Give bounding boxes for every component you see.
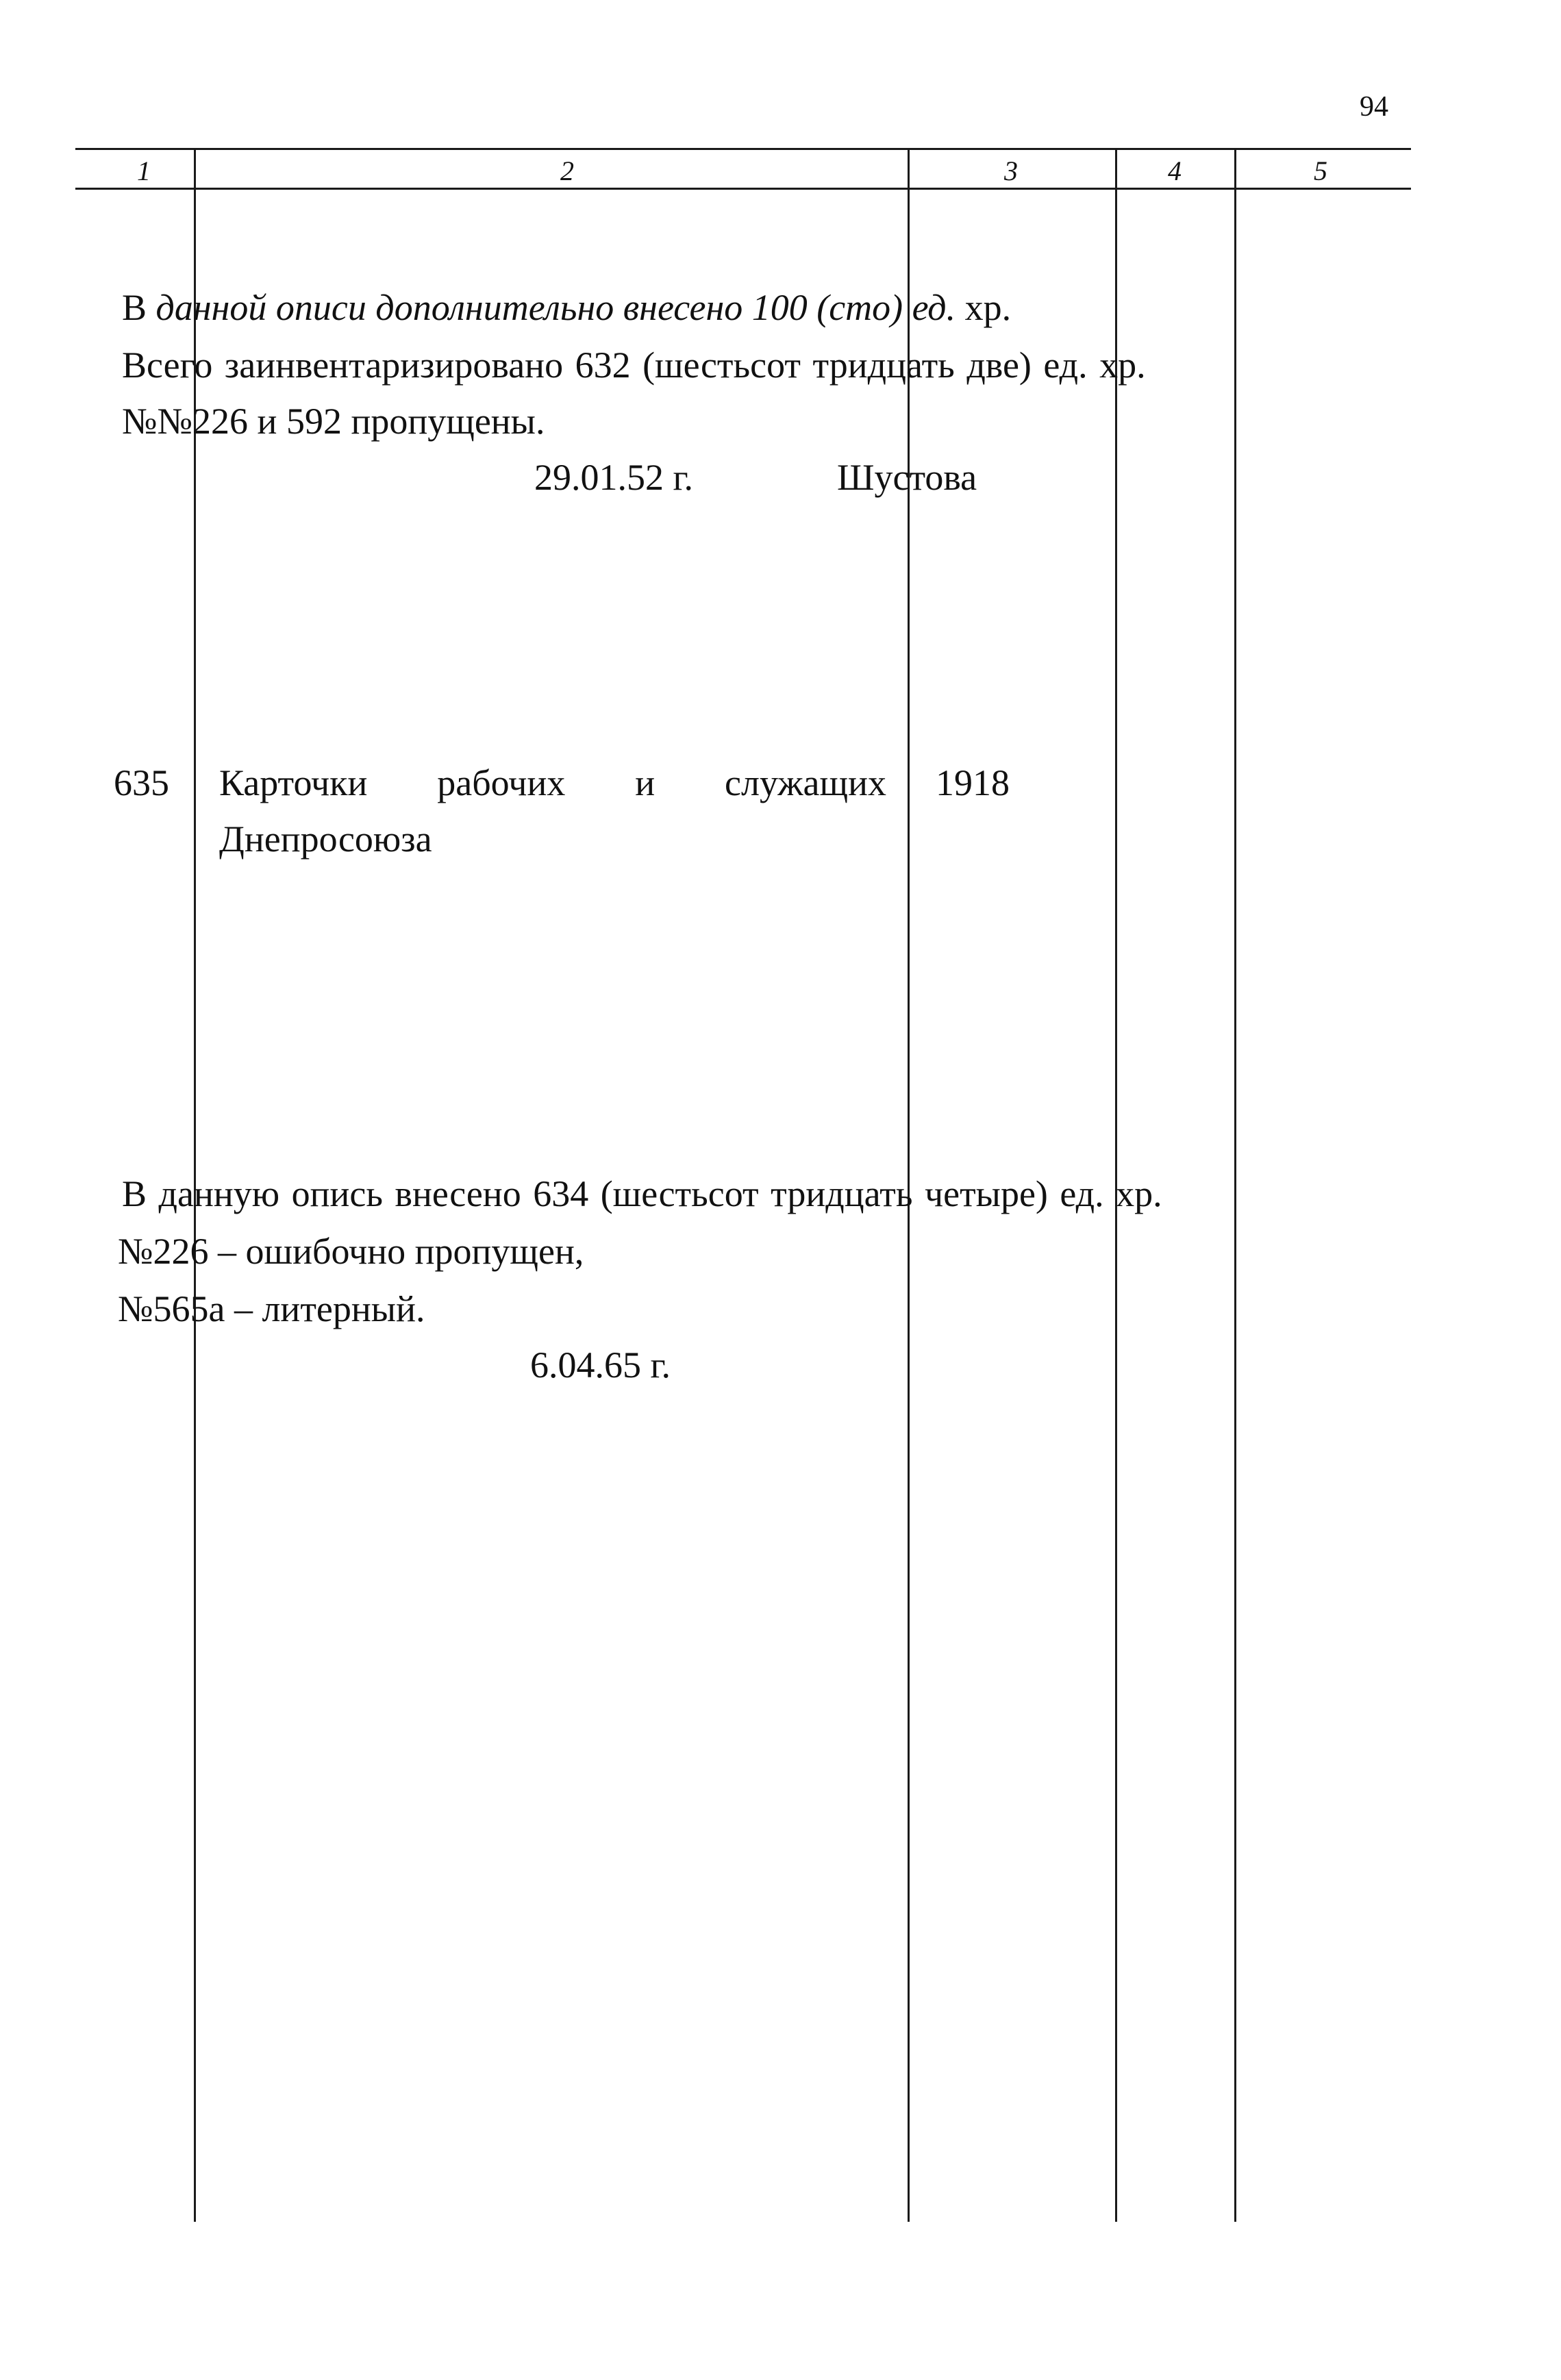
table-top-rule	[75, 148, 1411, 150]
column-header-2: 2	[560, 155, 574, 186]
note-1965-line-1: В данную опись внесено 634 (шестьсот тридцать четыре) ед. хр.	[122, 1173, 1162, 1214]
note-1965-date: 6.04.65 г.	[530, 1344, 671, 1386]
page-number: 94	[1360, 91, 1388, 123]
column-divider-4-5	[1234, 148, 1236, 2222]
note-1952-line-1-italic: данной описи дополнительно внесено 100 (сто) ед.	[155, 287, 956, 328]
column-header-3: 3	[1004, 155, 1018, 186]
column-header-1: 1	[137, 155, 151, 186]
note-1952-date: 29.01.52 г.	[534, 457, 694, 498]
entry-number: 635	[114, 762, 169, 803]
note-1965-line-3: №565а – литерный.	[118, 1288, 425, 1329]
note-1952-line-2: Всего заинвентаризировано 632 (шестьсот тридцать две) ед. хр.	[122, 345, 1146, 386]
note-1952-line-1	[122, 289, 1011, 326]
entry-title-line-1: Карточки рабочих и служащих	[219, 762, 886, 803]
note-1952-signature: Шустова	[837, 457, 977, 498]
note-1965-line-2: №226 – ошибочно пропущен,	[118, 1231, 584, 1272]
note-1952-line-1-prefix: В	[122, 287, 156, 328]
note-1952-line-3: №№226 и 592 пропущены.	[122, 401, 545, 442]
column-header-5: 5	[1314, 155, 1327, 186]
column-header-4: 4	[1168, 155, 1182, 186]
entry-title-line-2: Днепросоюза	[219, 818, 432, 860]
table-header-rule	[75, 188, 1411, 190]
note-1952-line-1-suffix: хр.	[956, 287, 1012, 328]
entry-year: 1918	[936, 762, 1010, 803]
